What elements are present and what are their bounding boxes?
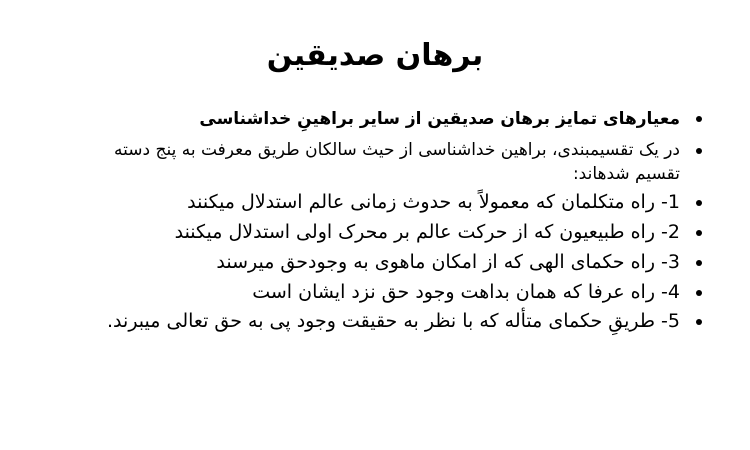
bullet-icon — [696, 148, 702, 154]
bullet-icon — [696, 230, 702, 236]
bullet-icon — [696, 290, 702, 296]
slide-title: برهان صدیقین — [266, 38, 484, 73]
bullet-item — [66, 309, 706, 333]
bullet-text: 4- راه عرفا که همان بداهت وجود حق نزد ایشان است — [252, 281, 680, 303]
bullet-text: 1- راه متکلمان که معمولاً به حدوث زمانی عالم استدلال میکنند — [187, 191, 680, 213]
bullet-item — [66, 218, 706, 246]
bullet-icon — [696, 319, 702, 325]
bullet-text: 5- طریقِ حکمای متأله که با نظر به حقیقت وجود پی به حق تعالی میبرند. — [107, 310, 680, 332]
bullet-item — [66, 138, 706, 186]
bullet-text: 2- راه طبیعیون که از حرکت عالم بر محرک اولی استدلال میکنند — [174, 221, 680, 243]
bullet-icon — [696, 260, 702, 266]
bullet-icon — [696, 200, 702, 206]
bullet-text: معیارهای تمایز برهان صدیقین از سایر براهینِ خداشناسی — [199, 109, 680, 129]
bullet-item — [66, 106, 706, 132]
bullet-text: 3- راه حکمای الهی که از امکان ماهوی به وجودحق میرسند — [216, 251, 680, 273]
bullet-item — [66, 188, 706, 216]
bullet-item — [66, 248, 706, 276]
bullet-item — [66, 278, 706, 306]
bullet-list — [66, 106, 706, 333]
bullet-icon — [696, 116, 702, 122]
bullet-text: در یک تقسیمبندی، براهین خداشناسی از حیث سالکان طریق معرفت به پنج دسته تقسیم شدهاند: — [114, 140, 680, 184]
